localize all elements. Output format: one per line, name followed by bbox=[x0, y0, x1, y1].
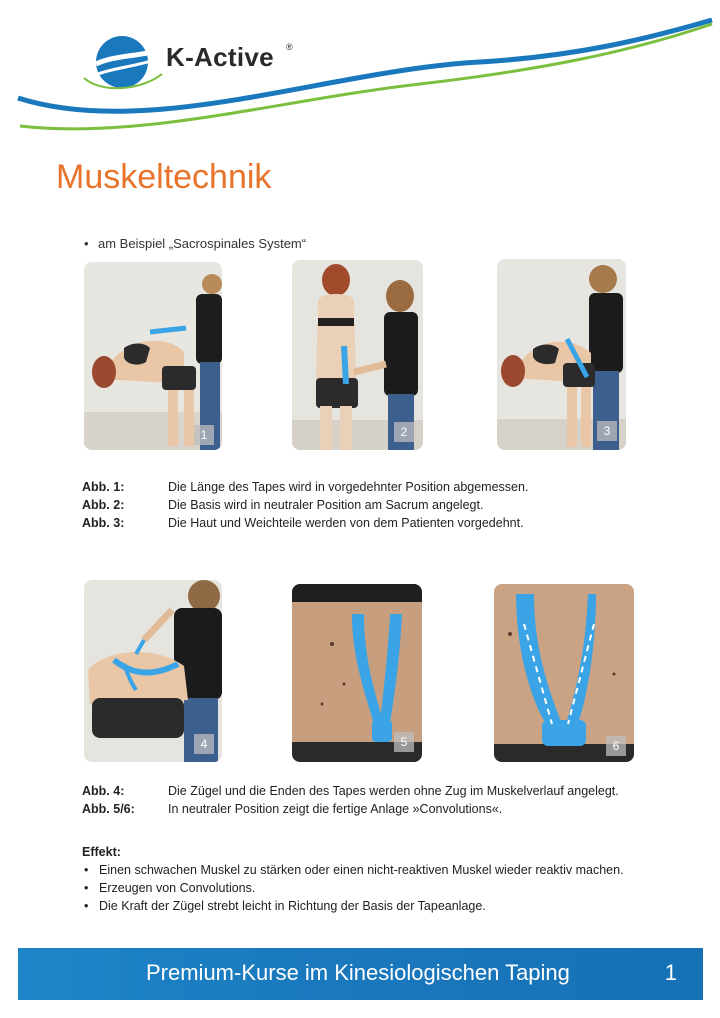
caption-abb-2 bbox=[82, 498, 528, 516]
caption-text: Die Länge des Tapes wird in vorgedehnter Position abgemessen. bbox=[168, 480, 529, 494]
caption-label: Abb. 3: bbox=[82, 516, 125, 530]
caption-label: Abb. 2: bbox=[82, 498, 125, 512]
bullet-dot: • bbox=[84, 236, 89, 251]
caption-text: In neutraler Position zeigt die fertige Anlage »Convolutions«. bbox=[168, 802, 503, 816]
brand-registered-mark: ® bbox=[286, 42, 293, 52]
photo-5-number-badge: 5 bbox=[394, 732, 414, 752]
caption-abb-1 bbox=[82, 480, 528, 498]
caption-label: Abb. 4: bbox=[82, 784, 125, 798]
photo-3 bbox=[497, 259, 626, 450]
caption-text: Die Zügel und die Enden des Tapes werden ohne Zug im Muskelverlauf angelegt. bbox=[168, 784, 619, 798]
caption-abb-5-6 bbox=[82, 802, 619, 820]
caption-label: Abb. 5/6: bbox=[82, 802, 135, 816]
brand-name: K-Active bbox=[166, 42, 274, 72]
photo-1-number-badge: 1 bbox=[194, 425, 214, 445]
photo-6-number-badge: 6 bbox=[606, 736, 626, 756]
photo-4-number-badge: 4 bbox=[194, 734, 214, 754]
photo-6 bbox=[494, 584, 634, 762]
effekt-section bbox=[82, 843, 662, 915]
list-item: • Die Kraft der Zügel strebt leicht in Richtung der Basis der Tapeanlage. bbox=[82, 897, 662, 915]
list-item: • Einen schwachen Muskel zu stärken oder einen nicht-reaktiven Muskel wieder reaktiv machen. bbox=[82, 861, 662, 879]
intro-bullet bbox=[84, 236, 306, 251]
caption-text: Die Haut und Weichteile werden von dem Patienten vorgedehnt. bbox=[168, 516, 524, 530]
intro-text: am Beispiel „Sacrospinales System“ bbox=[98, 236, 307, 251]
page-number: 1 bbox=[664, 960, 677, 985]
footer-title: Premium-Kurse im Kinesiologischen Taping bbox=[146, 960, 570, 985]
photo-4 bbox=[84, 580, 222, 762]
list-item: • Erzeugen von Convolutions. bbox=[82, 879, 662, 897]
footer-bar bbox=[18, 948, 703, 1000]
photo-1 bbox=[84, 262, 222, 450]
photo-2-number-badge: 2 bbox=[394, 422, 414, 442]
captions-row-1 bbox=[82, 480, 528, 534]
caption-label: Abb. 1: bbox=[82, 480, 125, 494]
photo-1-illustration bbox=[84, 262, 222, 450]
caption-abb-3 bbox=[82, 516, 528, 534]
page-title: Muskeltechnik bbox=[56, 158, 272, 196]
photo-5 bbox=[292, 584, 422, 762]
photo-2 bbox=[292, 260, 423, 450]
caption-abb-4 bbox=[82, 784, 619, 802]
effekt-list bbox=[82, 861, 662, 915]
photo-3-number-badge: 3 bbox=[597, 421, 617, 441]
effekt-heading: Effekt: bbox=[82, 845, 121, 859]
caption-text: Die Basis wird in neutraler Position am Sacrum angelegt. bbox=[168, 498, 484, 512]
captions-row-2 bbox=[82, 784, 619, 820]
